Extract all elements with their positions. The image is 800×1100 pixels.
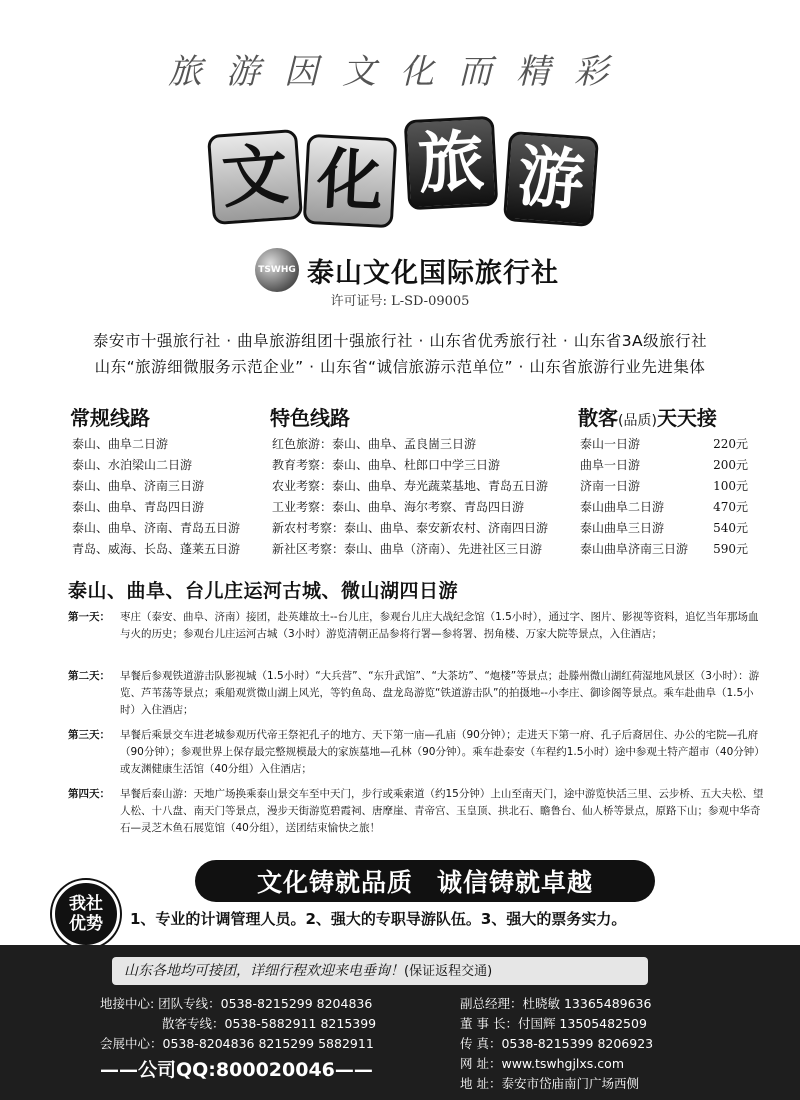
honors-block [0,328,800,380]
title-char-3: 旅 [404,116,499,211]
special-routes-heading: 特色线路 [270,406,350,430]
route-price: 100元 [713,479,748,493]
day-text: 枣庄（泰安、曲阜、济南）接团，赴英雄故土--台儿庄，参观台儿庄大战纪念馆（1.5小时），通过字、图片、影视等资料，追忆当年那场血与火的历史；参观台儿庄运河古城（3小时）游览清朝正品参将行署—参将署、拐角楼、万家大院等景点，入住酒店； [120,611,759,640]
vice-manager-contact: 副总经理：杜晓敏 13365489636 [460,996,652,1011]
route-name: 曲阜一日游 [580,458,641,472]
list-item: 泰山、曲阜、青岛四日游 [72,500,205,514]
header-slogan: 旅游因文化而精彩 [168,52,632,92]
route-name: 济南一日游 [580,479,641,493]
agency-logo-icon: TSWHG [255,248,299,292]
honors-line-1: 泰安市十强旅行社 · 曲阜旅游组团十强旅行社 · 山东省优秀旅行社 · 山东省3A级旅行社 [92,332,708,350]
list-item [580,539,748,560]
day-label: 第三天： [68,729,110,741]
list-item: 红色旅游：泰山、曲阜、孟良崮三日游 [272,437,477,451]
day-label: 第二天： [68,670,110,682]
fax-line: 传 真：0538-8215399 8206923 [460,1036,654,1051]
list-item [580,434,748,455]
day-label: 第四天： [68,788,110,800]
day-text: 早餐后乘景交车进老城参观历代帝王祭祀孔子的地方、天下第一庙—孔庙（90分钟）；走进天下第一府、孔子后裔居住、办公的宅院—孔府（90分钟）；参观世界上保存最完整规模最大的家族墓地—孔林（90分钟）。乘车赴泰安（车程约1.5小时）途中参观土特产超市（40分钟）或友渊健康生活馆（40分组）入住酒店； [120,729,765,775]
motto-band [195,860,655,902]
itinerary-day-3 [68,727,768,778]
list-item: 泰山、水泊梁山二日游 [72,458,193,472]
culture-tourism-title [210,118,600,230]
list-item [580,476,748,497]
agency-name: 泰山文化国际旅行社 [307,257,559,289]
list-item: 新农村考察：泰山、曲阜、泰安新农村、济南四日游 [272,521,549,535]
day-text: 早餐后泰山游：天地广场换乘泰山景交车至中天门，步行或乘索道（约15分钟）上山至南天门，途中游览快活三里、云步桥、五大夫松、望人松、十八盘、南天门等景点，漫步天街游览碧霞祠、唐摩崖、青帝宫、玉皇顶、拱北石、瞻鲁台、仙人桥等景点，原路下山；参观中华奇石—灵芝木鱼石展览馆（40分组），送团结束愉快之旅！ [120,788,764,834]
individual-heading-c: 天天接 [656,406,717,430]
list-item [580,497,748,518]
route-price: 200元 [713,458,748,472]
route-price: 540元 [713,521,748,535]
advantage-badge [52,880,120,948]
badge-line-2: 优势 [69,914,103,934]
day-text: 早餐后参观铁道游击队影视城（1.5小时）“大兵营”、“东升武馆”、“大茶坊”、“炮楼”等景点；赴滕州微山湖红荷湿地风景区（3小时）：游览、芦苇荡等景点；乘船观赏微山湖上风光，等钓鱼岛、盘龙岛游览“铁道游击队”的拍摄地--小李庄、御诊阁等景点。乘车赴曲阜（1.5小时）入住酒店； [120,670,760,716]
special-routes-list [272,434,572,560]
individual-routes-heading [578,402,717,431]
list-item: 教育考察：泰山、曲阜、杜郎口中学三日游 [272,458,501,472]
list-item: 泰山、曲阜、济南三日游 [72,479,205,493]
day-label: 第一天： [68,611,110,623]
website-line: 网 址：www.tswhgjlxs.com [460,1056,624,1071]
route-price: 220元 [713,437,748,451]
tour-title: 泰山、曲阜、台儿庄运河古城、微山湖四日游 [68,580,459,602]
list-item: 工业考察：泰山、曲阜、海尔考察、青岛四日游 [272,500,525,514]
route-name: 泰山曲阜济南三日游 [580,542,689,556]
list-item [580,455,748,476]
individual-heading-a: 散客 [578,406,618,430]
route-price: 590元 [713,542,748,556]
company-qq: ——公司QQ:800020046—— [100,1059,373,1081]
title-char-1: 文 [207,129,303,225]
license-number: 许可证号: L-SD-09005 [330,294,470,309]
title-char-2: 化 [303,134,398,229]
itinerary-day-4 [68,786,768,837]
footer-band-note: (保证返程交通) [404,964,493,979]
list-item: 泰山、曲阜二日游 [72,437,169,451]
route-name: 泰山曲阜二日游 [580,500,665,514]
list-item: 新社区考察：泰山、曲阜（济南）、先进社区三日游 [272,542,543,556]
chairman-contact: 董 事 长：付国辉 13505482509 [460,1016,647,1031]
list-item [580,518,748,539]
agency-header [255,248,575,292]
route-price: 470元 [713,500,748,514]
footer-band [112,957,648,985]
advantages-text: 1、专业的计调管理人员。2、强大的专职导游队伍。3、强大的票务实力。 [130,910,627,928]
reception-center-line: 地接中心: 团队专线：0538-8215299 8204836 [100,996,373,1011]
list-item: 农业考察：泰山、曲阜、寿光蔬菜基地、青岛五日游 [272,479,549,493]
itinerary-day-1 [68,609,768,643]
regular-routes-heading: 常规线路 [70,406,150,430]
title-char-4: 游 [503,131,599,227]
list-item: 泰山、曲阜、济南、青岛五日游 [72,521,241,535]
individual-hotline: 散客专线：0538-5882911 8215399 [162,1016,377,1031]
address-line: 地 址：泰安市岱庙南门广场西侧 [460,1076,639,1091]
exhibition-center-line: 会展中心：0538-8204836 8215299 5882911 [100,1036,374,1051]
regular-routes-list [72,434,262,560]
motto-left: 文化铸就品质 [256,868,413,897]
motto-right: 诚信铸就卓越 [437,868,594,897]
route-name: 泰山一日游 [580,437,641,451]
honors-line-2: 山东“旅游细微服务示范企业” · 山东省“诚信旅游示范单位” · 山东省旅游行业先进集体 [94,358,706,376]
itinerary-day-2 [68,668,768,719]
individual-heading-b: (品质) [618,413,657,429]
footer-band-text: 山东各地均可接团，详细行程欢迎来电垂询！ [124,963,404,979]
list-item: 青岛、威海、长岛、蓬莱五日游 [72,542,241,556]
individual-routes-list [580,434,748,560]
route-name: 泰山曲阜三日游 [580,521,665,535]
badge-line-1: 我社 [69,894,103,914]
